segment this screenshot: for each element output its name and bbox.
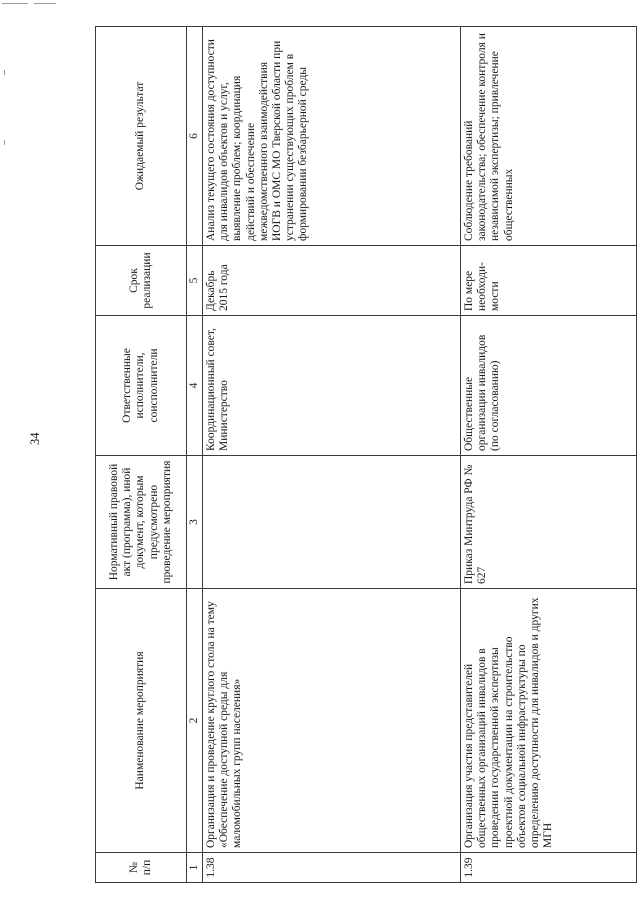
header-cell-act: Нормативный правовой акт (программа), иной документ, которым предусмотрено проведение мероприятия	[96, 456, 187, 589]
rotated-table-container	[95, 27, 636, 883]
column-number: 3	[187, 456, 203, 589]
column-number: 2	[187, 589, 203, 853]
term: Декабрь 2015 года	[203, 246, 461, 316]
scan-artifact-tick	[4, 70, 5, 75]
table-row	[461, 27, 637, 883]
column-number: 5	[187, 246, 203, 316]
column-number-row	[187, 27, 203, 883]
legal-act	[203, 456, 461, 589]
executors: Координационный совет, Министерство	[203, 316, 461, 456]
header-cell-term: Срок реализации	[96, 246, 187, 316]
row-number: 1.39	[461, 853, 637, 883]
scan-artifact-tick	[4, 140, 5, 145]
page-number: 34	[28, 432, 42, 445]
event-name: Организация и проведение круглого стола на тему «Обеспечение доступной среды для маломобильных групп населения»	[203, 589, 461, 853]
header-cell-executors: Ответственные исполнители, соисполнители	[96, 316, 187, 456]
column-number: 6	[187, 27, 203, 246]
column-number: 4	[187, 316, 203, 456]
table-row	[203, 27, 461, 883]
header-cell-name: Наименование мероприятия	[96, 589, 187, 853]
header-cell-number: № п/п	[96, 853, 187, 883]
row-number: 1.38	[203, 853, 461, 883]
events-table	[95, 26, 637, 883]
column-number: 1	[187, 853, 203, 883]
header-row	[96, 27, 187, 883]
term: По мере необходи-мости	[461, 246, 637, 316]
expected-result: Анализ текущего состояния доступности для инвалидов объектов и услуг, выявление проблем; координация действий и обеспечение межведомственного взаимодействия ИОГВ и ОМС МО Тверской области при устранении существующих проблем в формировании безбарьерной среды	[203, 27, 461, 246]
executors: Общественные организации инвалидов (по согласованию)	[461, 316, 637, 456]
event-name: Организация участия представителей общественных организаций инвалидов в проведении государственной экспертизы проектной документации на строительство объектов социальной инфраструктуры по определению доступности для инвалидов и других МГН	[461, 589, 637, 853]
scan-artifact-line	[2, 3, 28, 4]
expected-result: Соблюдение требований законодательства; обеспечение контроля и независимой экспертизы; привлечение общественных	[461, 27, 637, 246]
scan-artifact-line	[34, 3, 56, 4]
legal-act: Приказ Минтруда РФ № 627	[461, 456, 637, 589]
header-cell-result: Ожидаемый результат	[96, 27, 187, 246]
